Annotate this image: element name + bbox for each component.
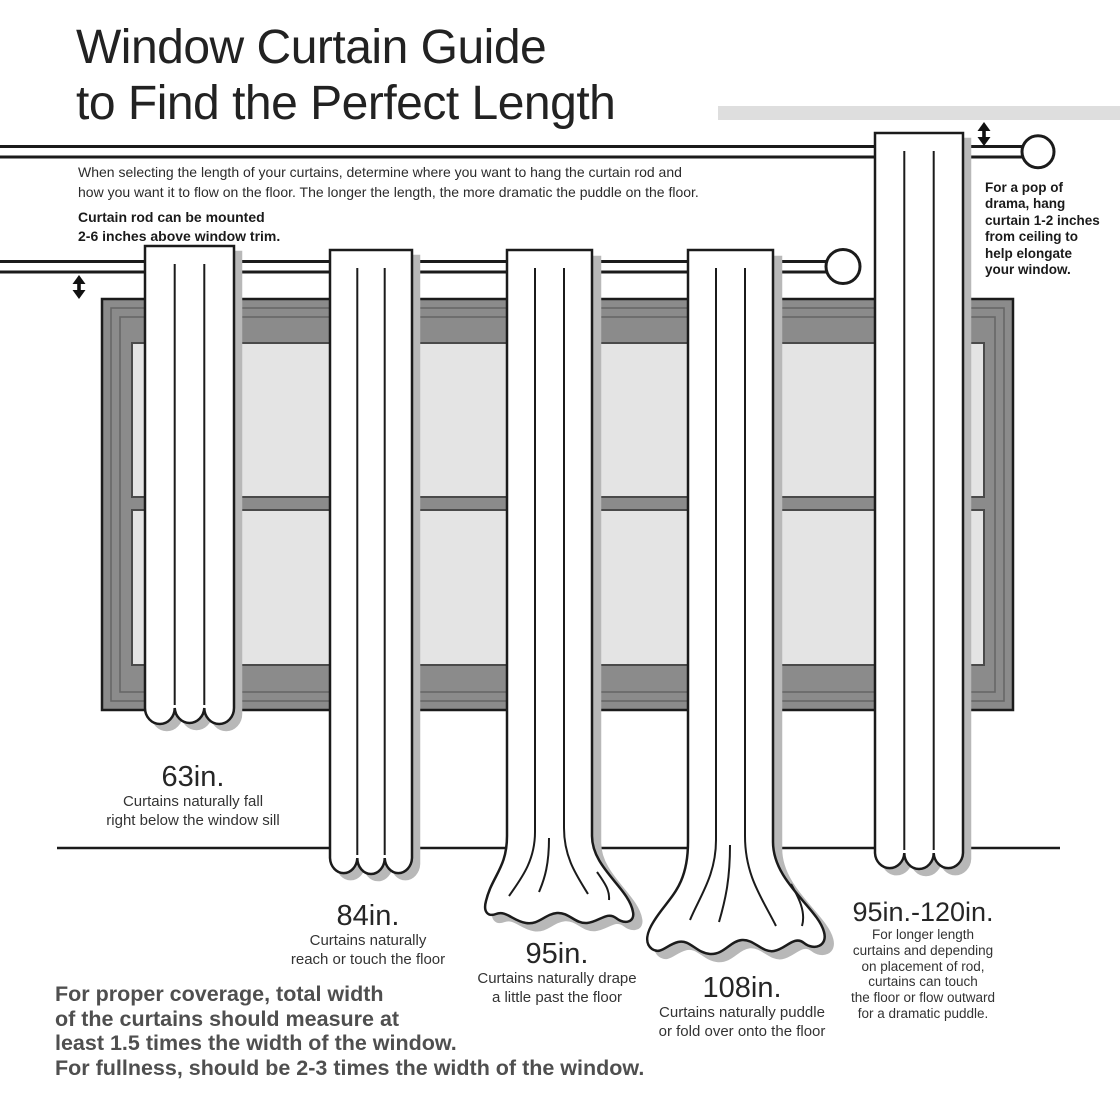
page-title-line2: to Find the Perfect Length bbox=[76, 77, 616, 130]
up-down-arrow-icon bbox=[73, 275, 86, 299]
window-pane bbox=[765, 510, 883, 665]
ceiling-bar bbox=[718, 106, 1120, 120]
rod-mount-note: Curtain rod can be mounted 2-6 inches above window trim. bbox=[78, 209, 281, 244]
window-pane bbox=[404, 510, 515, 665]
curtain-label-84in: 84in. Curtains naturally reach or touch the floor bbox=[290, 900, 446, 968]
curtain-length-value: 95in. bbox=[525, 938, 589, 970]
window-pane bbox=[765, 343, 883, 497]
window-pane bbox=[226, 343, 338, 497]
up-down-arrow-icon bbox=[978, 122, 991, 146]
window-pane bbox=[404, 343, 515, 497]
curtain-95-120in bbox=[875, 133, 970, 875]
coverage-note: For proper coverage, total width of the curtains should measure at least 1.5 times the width of the window. For fullness, should be 2-3 times the width of the window. bbox=[55, 982, 645, 1080]
intro-paragraph: When selecting the length of your curtains, determine where you want to hang the curtain rod and how you want it to flow on the floor. The longer the length, the more dramatic the puddle on the floor. bbox=[78, 164, 699, 200]
curtain-label-95in: 95in. Curtains naturally drape a little past the floor bbox=[477, 938, 637, 1006]
page-title-line1: Window Curtain Guide bbox=[76, 21, 547, 74]
curtain-length-value: 84in. bbox=[336, 900, 400, 932]
window-pane bbox=[226, 510, 338, 665]
curtain-label-95-120in: 95in.-120in. For longer length curtains and depending on placement of rod, curtains can touch the floor or flow outward for a dramatic puddle. bbox=[850, 897, 996, 1021]
page-title bbox=[76, 20, 615, 132]
ceiling-drama-note: For a pop of drama, hang curtain 1-2 inches from ceiling to help elongate your window. bbox=[985, 180, 1100, 278]
curtain-label-108in: 108in. Curtains naturally puddle or fold over onto the floor bbox=[658, 972, 826, 1040]
curtain-length-value: 95in.-120in. bbox=[852, 897, 994, 927]
curtain-84in bbox=[330, 250, 419, 880]
curtain-label-63in: 63in. Curtains naturally fall right below the window sill bbox=[106, 761, 280, 829]
rod-finial-icon bbox=[1022, 136, 1054, 168]
rod-finial-icon bbox=[826, 250, 860, 284]
curtain-63in bbox=[145, 246, 241, 730]
curtain-length-value: 63in. bbox=[161, 761, 225, 793]
curtain-length-value: 108in. bbox=[702, 972, 782, 1004]
